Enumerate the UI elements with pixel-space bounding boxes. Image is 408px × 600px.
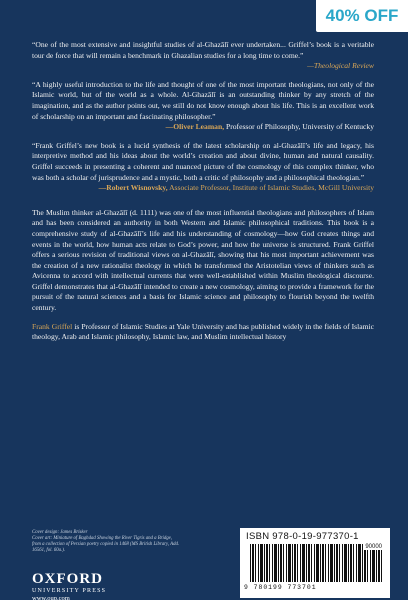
publisher-logo <box>32 572 106 600</box>
cover-footer <box>0 520 408 600</box>
review-attribution <box>32 183 374 194</box>
review-quote-1 <box>32 40 374 72</box>
author-bio-text: is Professor of Islamic Studies at Yale University and has published widely in the fields of Islamic theology, Arab and Islamic philosophy, Islamic law, and Muslim intellectual history <box>32 321 374 342</box>
publisher-name: OXFORD <box>32 571 103 587</box>
review-attribution <box>32 122 374 133</box>
review-quote-text: “Frank Griffel’s new book is a lucid synthesis of the latest scholarship on al-Ghazālī’s life and legacy, his interpretive method and his ideas about the world’s creation and about divine, human and natural causality. Griffel succeeds in presenting a coherent and nuanced picture of the cosmology of this complex thinker, who was both a scholar of jurisprudence and a mystic, both a critic of philosophy and a philosophical theologian.” <box>32 140 374 182</box>
cover-art-credit: Cover art: Miniature of Baghdad Showing the River Tigris and a Bridge, from a collection of Persian poetry copied in 1468 (MS British Library, Add. 16561, fol. 60a.). <box>32 536 180 553</box>
isbn-label: ISBN 978-0-19-977370-1 <box>246 531 359 542</box>
barcode-box <box>240 528 390 598</box>
reviewer-name: —Oliver Leaman, <box>165 122 225 132</box>
review-quote-3 <box>32 141 374 194</box>
publisher-press: UNIVERSITY PRESS <box>32 588 107 594</box>
reviewer-title: Associate Professor, Institute of Islamic Studies, McGill University <box>169 183 374 193</box>
review-source: —Theological Review <box>307 61 374 71</box>
review-quote-text: “One of the most extensive and insightful studies of al-Ghazālī ever undertaken... Griffel’s book is a veritable tour de force that will remain a benchmark in Ghazalian studies for a long time to come.” <box>32 40 374 60</box>
author-name: Frank Griffel <box>32 321 73 331</box>
cover-text-content <box>32 40 374 343</box>
review-quote-text: “A highly useful introduction to the life and thought of one of the most important theologians, not only of the Islamic world, but of the world as a whole. Al-Ghazālī is an outstanding thinker by any stretch of the imagination, and as the author points out, we still do not know enough about his life. This is an excellent work of scholarship on an important and fascinating philosopher.” <box>32 79 374 121</box>
cover-credits <box>32 530 182 554</box>
reviewer-title: Professor of Philosophy, University of Kentucky <box>226 122 374 132</box>
review-quote-2 <box>32 80 374 133</box>
discount-badge: 40% OFF <box>316 0 408 32</box>
publisher-website: www.oup.com <box>32 595 70 600</box>
barcode-bars <box>250 544 382 582</box>
cover-design-credit: Cover design: James Brisker <box>32 530 88 535</box>
reviewer-name: —Robert Wisnovsky, <box>98 183 168 193</box>
barcode-digits: 9 780199 773701 <box>244 584 317 591</box>
price-code: 90000 <box>365 544 382 550</box>
book-description: The Muslim thinker al-Ghazālī (d. 1111) was one of the most influential theologians and philosophers of Islam and has been considered an authority in both Western and Islamic philosophical traditions. This book is a comprehensive study of al-Ghazālī’s life and his understanding of cosmology—how God creates things and events in the world, how human acts relate to God’s power, and how the universe is structured. Frank Griffel offers a serious revision of traditional views on al-Ghazālī, showing that his most important achievement was the creation of a new rationalist theology in which he transformed the Aristotelian views of thinkers such as Avicenna to accord with intellectual currents that were well-established within Muslim theological discourse. Griffel demonstrates that al-Ghazālī intended to create a new cosmology, aiming to provide a framework for the pursuit of the natural sciences and a basis for Islamic science and philosophy to flourish beyond the twelfth century. <box>32 207 374 313</box>
author-bio <box>32 322 374 343</box>
